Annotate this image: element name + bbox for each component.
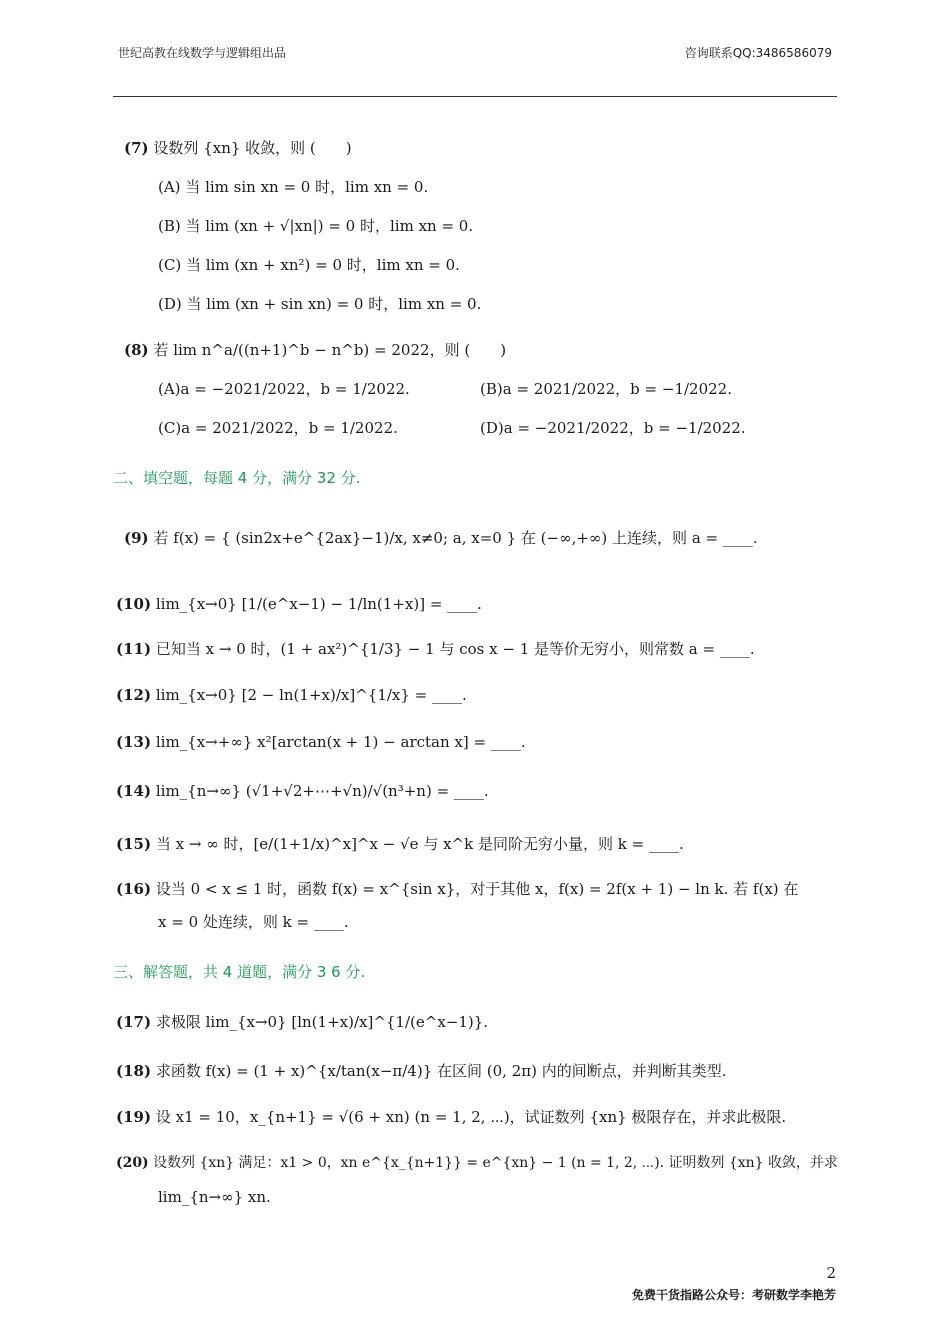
q7-option-c: (C) 当 lim (xn + xn²) = 0 时，lim xn = 0. bbox=[158, 256, 460, 274]
q16-line2: x = 0 处连续，则 k = ____. bbox=[158, 913, 349, 931]
q14: (14) lim_{n→∞} (√1+√2+⋯+√n)/√(n³+n) = ____. bbox=[116, 782, 489, 800]
q8-option-c: (C)a = 2021/2022，b = 1/2022. bbox=[158, 419, 398, 437]
q8-option-d: (D)a = −2021/2022，b = −1/2022. bbox=[480, 419, 746, 437]
q8-option-b: (B)a = 2021/2022，b = −1/2022. bbox=[480, 380, 732, 398]
q7-stem: (7) 设数列 {xn} 收敛，则 ( ) bbox=[124, 139, 352, 157]
header-right: 咨询联系QQ:3486586079 bbox=[684, 46, 832, 60]
q10: (10) lim_{x→0} [1/(e^x−1) − 1/ln(1+x)] = ____. bbox=[116, 595, 482, 613]
q20-line2: lim_{n→∞} xn. bbox=[158, 1188, 271, 1206]
q13: (13) lim_{x→+∞} x²[arctan(x + 1) − arctan x] = ____. bbox=[116, 733, 526, 751]
q20-line1: (20) 设数列 {xn} 满足：x1 > 0，xn e^{x_{n+1}} = e^{xn} − 1 (n = 1, 2, ⋯). 证明数列 {xn} 收敛，并求 bbox=[116, 1155, 838, 1171]
q8-stem: (8) 若 lim n^a/((n+1)^b − n^b) = 2022，则 ( ) bbox=[124, 341, 507, 359]
q7-option-b: (B) 当 lim (xn + √|xn|) = 0 时，lim xn = 0. bbox=[158, 217, 474, 235]
footer-note: 免费干货指路公众号：考研数学李艳芳 bbox=[631, 1288, 836, 1302]
header-rule bbox=[113, 96, 837, 97]
q15: (15) 当 x → ∞ 时，[e/(1+1/x)^x]^x − √e 与 x^k 是同阶无穷小量，则 k = ____. bbox=[116, 835, 684, 853]
q19: (19) 设 x1 = 10，x_{n+1} = √(6 + xn) (n = 1, 2, ⋯)，试证数列 {xn} 极限存在，并求此极限. bbox=[116, 1108, 787, 1126]
q18: (18) 求函数 f(x) = (1 + x)^{x/tan(x−π/4)} 在区间 (0, 2π) 内的间断点，并判断其类型. bbox=[116, 1062, 727, 1080]
section-answer: 三、解答题，共 4 道题，满分 3 6 分. bbox=[113, 963, 366, 981]
q17: (17) 求极限 lim_{x→0} [ln(1+x)/x]^{1/(e^x−1)}. bbox=[116, 1013, 489, 1031]
q7-option-d: (D) 当 lim (xn + sin xn) = 0 时，lim xn = 0. bbox=[158, 295, 482, 313]
q16-line1: (16) 设当 0 < x ≤ 1 时，函数 f(x) = x^{sin x}，对于其他 x，f(x) = 2f(x + 1) − ln k. 若 f(x) 在 bbox=[116, 880, 799, 898]
section-fill-in: 二、填空题，每题 4 分，满分 32 分. bbox=[113, 469, 361, 487]
q11: (11) 已知当 x → 0 时，(1 + ax²)^{1/3} − 1 与 cos x − 1 是等价无穷小，则常数 a = ____. bbox=[116, 640, 755, 658]
q9: (9) 若 f(x) = { (sin2x+e^{2ax}−1)/x, x≠0; a, x=0 } 在 (−∞,+∞) 上连续，则 a = ____. bbox=[124, 529, 758, 547]
page-number: 2 bbox=[826, 1264, 836, 1282]
header-left: 世纪高教在线数学与逻辑组出品 bbox=[118, 46, 287, 60]
q12: (12) lim_{x→0} [2 − ln(1+x)/x]^{1/x} = ____. bbox=[116, 686, 467, 704]
q7-option-a: (A) 当 lim sin xn = 0 时，lim xn = 0. bbox=[158, 178, 429, 196]
q8-option-a: (A)a = −2021/2022，b = 1/2022. bbox=[158, 380, 410, 398]
